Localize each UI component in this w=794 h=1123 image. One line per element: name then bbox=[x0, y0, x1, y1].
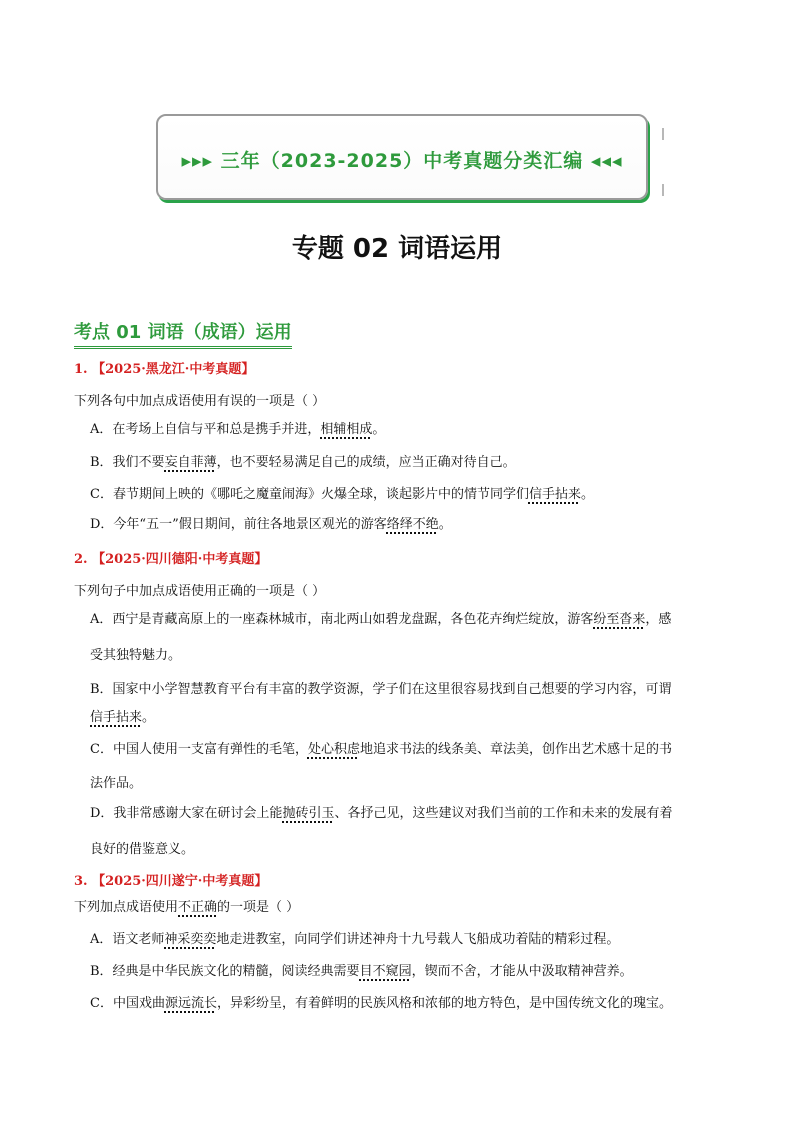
banner-tick-mark bbox=[662, 128, 664, 140]
question-1-option-d: D．今年“五一”假日期间，前往各地景区观光的游客络绎不绝。 bbox=[90, 517, 452, 532]
question-1-option-b: B．我们不要妄自菲薄，也不要轻易满足自己的成绩，应当正确对待自己。 bbox=[90, 455, 516, 470]
question-1-stem: 下列各句中加点成语使用有误的一项是（ ） bbox=[74, 394, 326, 409]
question-2-option-d: D．我非常感谢大家在研讨会上能抛砖引玉、各抒己见，这些建议对我们当前的工作和未来的发展有着 bbox=[90, 806, 673, 821]
banner-tick-mark bbox=[662, 184, 664, 196]
question-2-option-c: C．中国人使用一支富有弹性的毛笔，处心积虑地追求书法的线条美、章法美，创作出艺术感十足的书 bbox=[90, 742, 672, 757]
question-3-stem: 下列加点成语使用不正确的一项是（ ） bbox=[74, 900, 300, 915]
question-2-option-c-continued: 法作品。 bbox=[90, 776, 143, 791]
question-2-option-d-continued: 良好的借鉴意义。 bbox=[90, 842, 195, 857]
question-1-source: 1. 【2025·黑龙江·中考真题】 bbox=[74, 362, 255, 377]
banner-title: ▸▸▸ 三年（2023-2025）中考真题分类汇编 ◂◂◂ bbox=[181, 150, 623, 172]
question-2-option-a-continued: 受其独特魅力。 bbox=[90, 648, 182, 663]
question-2-source: 2. 【2025·四川德阳·中考真题】 bbox=[74, 552, 268, 567]
question-3-source: 3. 【2025·四川遂宁·中考真题】 bbox=[74, 874, 268, 889]
question-3-option-b: B．经典是中华民族文化的精髓，阅读经典需要目不窥园，锲而不舍，才能从中汲取精神营养。 bbox=[90, 964, 633, 979]
question-2-option-b: B．国家中小学智慧教育平台有丰富的教学资源，学子们在这里很容易找到自己想要的学习内容，可谓 bbox=[90, 682, 672, 697]
page-title: 专题 02 词语运用 bbox=[291, 234, 503, 264]
question-3-option-c: C．中国戏曲源远流长，异彩纷呈，有着鲜明的民族风格和浓郁的地方特色，是中国传统文化的瑰宝。 bbox=[90, 996, 672, 1011]
question-3-option-a: A．语文老师神采奕奕地走进教室，向同学们讲述神舟十九号载人飞船成功着陆的精彩过程。 bbox=[90, 932, 620, 947]
question-2-stem: 下列句子中加点成语使用正确的一项是（ ） bbox=[74, 584, 326, 599]
section-heading: 考点 01 词语（成语）运用 bbox=[74, 318, 292, 349]
series-banner bbox=[156, 114, 648, 200]
question-2-option-b-continued: 信手拈来。 bbox=[90, 710, 156, 725]
question-1-option-a: A．在考场上自信与平和总是携手并进，相辅相成。 bbox=[90, 422, 386, 437]
question-1-option-c: C．春节期间上映的《哪吒之魔童闹海》火爆全球，谈起影片中的情节同学们信手拈来。 bbox=[90, 487, 594, 502]
question-2-option-a: A．西宁是青藏高原上的一座森林城市，南北两山如碧龙盘踞，各色花卉绚烂绽放，游客纷至沓来，感 bbox=[90, 612, 672, 627]
